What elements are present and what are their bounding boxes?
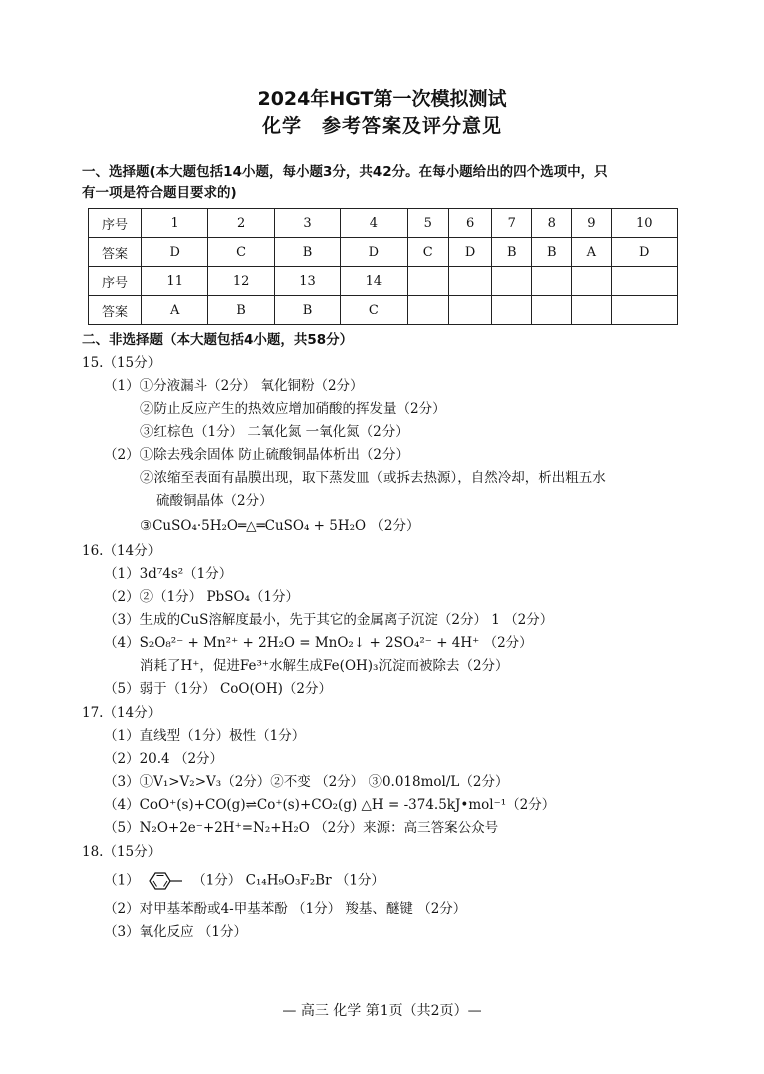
q15-line4: （2）①除去残余固体 防止硫酸铜晶体析出（2分）	[104, 447, 409, 463]
q15-line6: 硫酸铜晶体（2分）	[156, 493, 273, 509]
answer-table-cell: 8	[532, 209, 572, 238]
q15-line7: ③CuSO₄·5H₂O═△═CuSO₄ + 5H₂O （2分）	[140, 518, 420, 534]
answer-table-cell	[532, 267, 572, 296]
answer-table-cell: C	[407, 238, 448, 267]
answer-table-row-label: 答案	[89, 238, 142, 267]
q16-head: 16.（14分）	[82, 543, 162, 559]
q17-line1: （1）直线型（1分）极性（1分）	[104, 728, 306, 744]
section2-heading: 二、非选择题（本大题包括4小题，共58分）	[82, 332, 354, 348]
answer-table-row-label: 答案	[89, 296, 142, 325]
q18-head: 18.（15分）	[82, 844, 162, 860]
answer-table-row-label: 序号	[89, 267, 142, 296]
answer-table-cell: 14	[341, 267, 407, 296]
answer-table-cell	[572, 267, 611, 296]
answer-table-cell: C	[208, 238, 274, 267]
answer-table-cell	[611, 267, 677, 296]
q18-line3: （3）氧化反应 （1分）	[104, 924, 247, 940]
answer-table	[88, 208, 678, 325]
q16-line1: （1）3d⁷4s²（1分）	[104, 566, 233, 582]
answer-table-cell: 1	[142, 209, 208, 238]
q15-line5: ②浓缩至表面有晶膜出现，取下蒸发皿（或拆去热源），自然冷却，析出粗五水	[140, 470, 606, 486]
answer-table-cell	[492, 267, 532, 296]
answer-table-cell	[407, 267, 448, 296]
answer-table-cell	[492, 296, 532, 325]
answer-table-cell: 12	[208, 267, 274, 296]
answer-table-cell: B	[532, 238, 572, 267]
answer-table-cell	[572, 296, 611, 325]
answer-table-cell: 11	[142, 267, 208, 296]
answer-table-row	[89, 267, 678, 296]
answer-table-cell	[532, 296, 572, 325]
answer-table-cell: D	[449, 238, 492, 267]
toluene-structure-icon	[144, 870, 188, 892]
answer-table-cell: 6	[449, 209, 492, 238]
page-footer: — 高三 化学 第1页（共2页）—	[282, 1003, 482, 1019]
q16-line5: 消耗了H⁺，促进Fe³⁺水解生成Fe(OH)₃沉淀而被除去（2分）	[140, 658, 509, 674]
answer-table-cell: 13	[274, 267, 340, 296]
q15-line1: （1）①分液漏斗（2分） 氧化铜粉（2分）	[104, 378, 364, 394]
q17-line4: （4）CoO⁺(s)+CO(g)⇌Co⁺(s)+CO₂(g) △H = -374.5kJ•mol⁻¹（2分）	[104, 797, 556, 813]
q18-line1-suffix: （1分） C₁₄H₉O₃F₂Br （1分）	[192, 872, 385, 889]
exam-title: 2024年HGT第一次模拟测试	[257, 88, 507, 110]
answer-table-cell: A	[572, 238, 611, 267]
answer-table-cell: B	[274, 238, 340, 267]
q17-line2: （2）20.4 （2分）	[104, 751, 224, 767]
q16-line3: （3）生成的CuS溶解度最小，先于其它的金属离子沉淀（2分） 1 （2分）	[104, 612, 554, 628]
answer-table-cell: 5	[407, 209, 448, 238]
answer-table-cell: D	[611, 238, 677, 267]
answer-table-cell: 9	[572, 209, 611, 238]
q17-head: 17.（14分）	[82, 705, 162, 721]
answer-table-cell: B	[274, 296, 340, 325]
q16-line2: （2）②（1分） PbSO₄（1分）	[104, 589, 300, 605]
answer-table-cell: 10	[611, 209, 677, 238]
answer-table-row-label: 序号	[89, 209, 142, 238]
section1-heading-a: 一、选择题(本大题包括14小题，每小题3分，共42分。在每小题给出的四个选项中，只	[82, 164, 608, 180]
answer-table-cell: 2	[208, 209, 274, 238]
answer-table-cell: 7	[492, 209, 532, 238]
answer-table-cell: A	[142, 296, 208, 325]
q16-line4: （4）S₂O₈²⁻ + Mn²⁺ + 2H₂O = MnO₂↓ + 2SO₄²⁻ + 4H⁺ （2分）	[104, 635, 533, 651]
q15-head: 15.（15分）	[82, 355, 162, 371]
q15-line3: ③红棕色（1分） 二氧化氮 一氧化氮（2分）	[140, 424, 409, 440]
answer-table-cell: D	[341, 238, 407, 267]
answer-table-cell	[611, 296, 677, 325]
answer-table-cell: B	[492, 238, 532, 267]
answer-table-cell: 3	[274, 209, 340, 238]
answer-table-row	[89, 296, 678, 325]
q18-line2: （2）对甲基苯酚或4-甲基苯酚 （1分） 羧基、醚键 （2分）	[104, 901, 467, 917]
answer-table-cell: C	[341, 296, 407, 325]
q17-line5: （5）N₂O+2e⁻+2H⁺=N₂+H₂O （2分）来源：高三答案公众号	[104, 820, 499, 836]
exam-subtitle: 化学 参考答案及评分意见	[261, 115, 502, 137]
q18-line1-prefix: （1）	[104, 872, 140, 889]
section1-heading-b: 有一项是符合题目要求的)	[82, 185, 237, 201]
answer-table-cell	[407, 296, 448, 325]
answer-table-cell: D	[142, 238, 208, 267]
answer-table-row	[89, 209, 678, 238]
q15-line2: ②防止反应产生的热效应增加硝酸的挥发量（2分）	[140, 401, 446, 417]
q18-line1	[104, 870, 385, 892]
answer-table-row	[89, 238, 678, 267]
q16-line6: （5）弱于（1分） CoO(OH)（2分）	[104, 681, 332, 697]
q17-line3: （3）①V₁>V₂>V₃（2分）②不变 （2分） ③0.018mol/L（2分）	[104, 774, 509, 790]
answer-table-cell: 4	[341, 209, 407, 238]
answer-table-cell	[449, 267, 492, 296]
answer-table-cell: B	[208, 296, 274, 325]
answer-table-cell	[449, 296, 492, 325]
